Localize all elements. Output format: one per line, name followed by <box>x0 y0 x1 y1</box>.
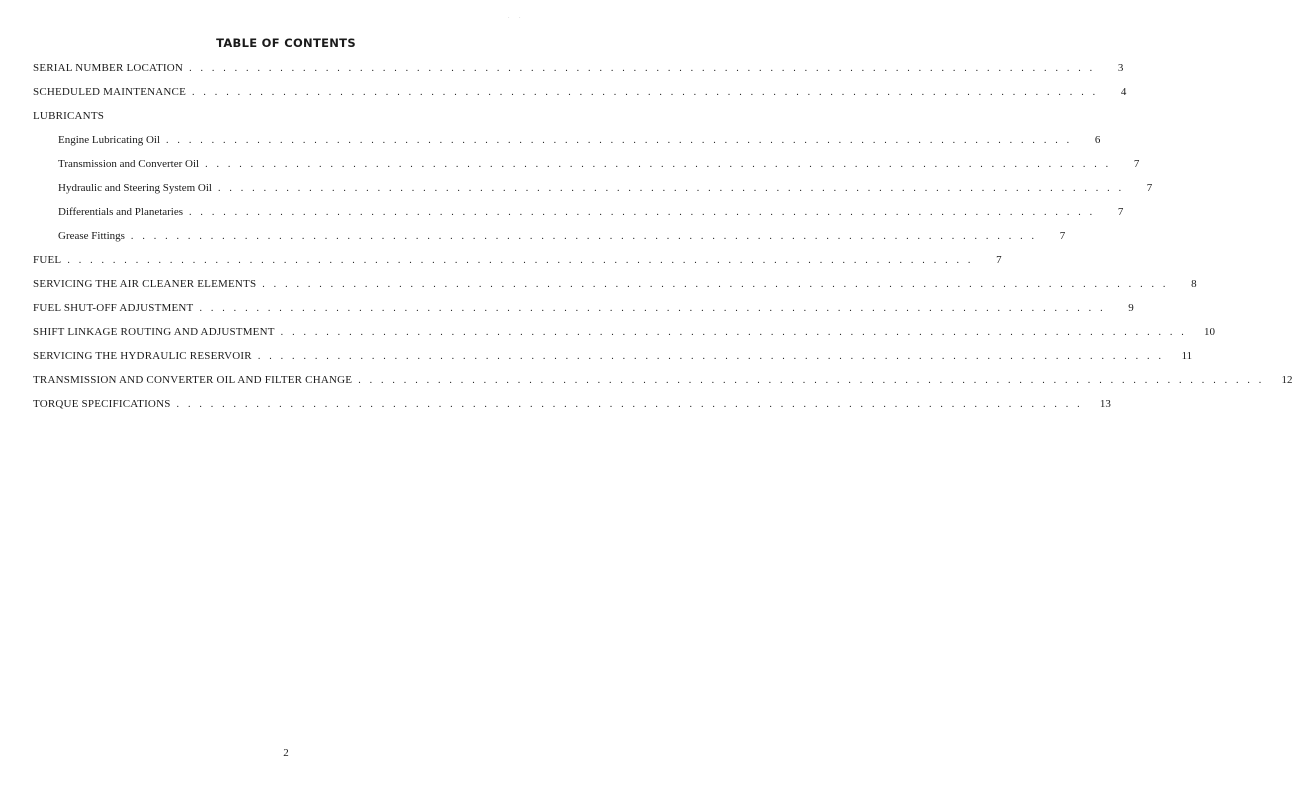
toc-dot-leader: . . . . . . . . . . . . . . . . . . . . . . . . . . . . . . . . . . . . . . . . . . . . . . . . . . . . . . . . . . . . . . . . . . . . . . . . . . . . . . . . <box>189 207 1096 218</box>
toc-entry-label: SCHEDULED MAINTENANCE <box>33 86 186 98</box>
scan-artifact: . . <box>508 14 525 20</box>
toc-page-number: 8 <box>1191 278 1197 290</box>
toc-page-number: 9 <box>1128 302 1134 314</box>
toc-dot-leader: . . . . . . . . . . . . . . . . . . . . . . . . . . . . . . . . . . . . . . . . . . . . . . . . . . . . . . . . . . . . . . . . . . . . . . . . . . . . . . . . <box>189 63 1096 74</box>
toc-subentry[interactable] <box>33 128 1101 152</box>
page-title: TABLE OF CONTENTS <box>216 36 356 50</box>
toc-page-number: 7 <box>1117 206 1124 218</box>
toc-dot-leader: . . . . . . . . . . . . . . . . . . . . . . . . . . . . . . . . . . . . . . . . . . . . . . . . . . . . . . . . . . . . . . . . . . . . . . . . . . . . . . . . <box>358 375 1265 386</box>
toc-entry-label: SHIFT LINKAGE ROUTING AND ADJUSTMENT <box>33 326 275 338</box>
toc-page-number: 10 <box>1203 326 1215 338</box>
toc-entry[interactable] <box>33 392 1111 416</box>
toc-entry-label: Transmission and Converter Oil <box>58 158 200 170</box>
toc-entry-label: LUBRICANTS <box>33 110 105 122</box>
toc-entry-label: FUEL <box>33 254 62 266</box>
toc-dot-leader: . . . . . . . . . . . . . . . . . . . . . . . . . . . . . . . . . . . . . . . . . . . . . . . . . . . . . . . . . . . . . . . . . . . . . . . . . . . . . . . . <box>217 183 1125 194</box>
toc-entry-label: Hydraulic and Steering System Oil <box>58 182 212 194</box>
toc-entry[interactable] <box>33 56 1124 80</box>
toc-entry[interactable] <box>33 104 537 128</box>
toc-page-number: 7 <box>996 254 1002 266</box>
toc-page-number: 12 <box>1281 374 1293 386</box>
toc-dot-leader: . . . . . . . . . . . . . . . . . . . . . . . . . . . . . . . . . . . . . . . . . . . . . . . . . . . . . . . . . . . . . . . . . . . . . . . . . . . . . . . . <box>192 87 1099 98</box>
toc-dot-leader: . . . . . . . . . . . . . . . . . . . . . . . . . . . . . . . . . . . . . . . . . . . . . . . . . . . . . . . . . . . . . . . . . . . . . . . . . . . . . . . . <box>67 255 974 266</box>
toc-dot-leader: . . . . . . . . . . . . . . . . . . . . . . . . . . . . . . . . . . . . . . . . . . . . . . . . . . . . . . . . . . . . . . . . . . . . . . . . . . . . . . . . <box>176 399 1083 410</box>
toc-dot-leader: . . . . . . . . . . . . . . . . . . . . . . . . . . . . . . . . . . . . . . . . . . . . . . . . . . . . . . . . . . . . . . . . . . . . . . . . . . . . . . . . <box>257 351 1165 362</box>
toc-dot-leader: . . . . . . . . . . . . . . . . . . . . . . . . . . . . . . . . . . . . . . . . . . . . . . . . . . . . . . . . . . . . . . . . . . . . . . . . . . . . . . . . <box>280 327 1187 338</box>
toc-entry-label: TORQUE SPECIFICATIONS <box>33 398 171 410</box>
toc-page-number: 7 <box>1146 182 1153 194</box>
toc-subentry[interactable] <box>33 152 1140 176</box>
page-number: 2 <box>283 747 289 759</box>
toc-entry[interactable] <box>33 344 1193 368</box>
toc-dot-leader: . . . . . . . . . . . . . . . . . . . . . . . . . . . . . . . . . . . . . . . . . . . . . . . . . . . . . . . . . . . . . . . . . . . . . . . . . . . . . . . . <box>199 303 1106 314</box>
toc-entry-label: FUEL SHUT-OFF ADJUSTMENT <box>33 302 194 314</box>
toc-entry-label: SERVICING THE HYDRAULIC RESERVOIR <box>33 350 252 362</box>
toc-page-number: 13 <box>1099 398 1111 410</box>
toc-dot-leader: . . . . . . . . . . . . . . . . . . . . . . . . . . . . . . . . . . . . . . . . . . . . . . . . . . . . . . . . . . . . . . . . . . . . . . . . . . . . . . . . <box>205 159 1112 170</box>
toc-page-number: 3 <box>1117 62 1124 74</box>
toc-page-number: 11 <box>1181 350 1193 362</box>
toc-dot-leader: . . . . . . . . . . . . . . . . . . . . . . . . . . . . . . . . . . . . . . . . . . . . . . . . . . . . . . . . . . . . . . . . . . . . . . . . . . . . . . . . <box>166 135 1073 146</box>
toc-subentry[interactable] <box>33 224 1066 248</box>
toc-entry-label: SERIAL NUMBER LOCATION <box>33 62 184 74</box>
toc-page-number: 7 <box>1133 158 1140 170</box>
toc-page-number: 6 <box>1094 134 1101 146</box>
toc-entry[interactable] <box>33 320 1215 344</box>
toc-entry-label: TRANSMISSION AND CONVERTER OIL AND FILTER CHANGE <box>33 374 353 386</box>
toc-entry-label: SERVICING THE AIR CLEANER ELEMENTS <box>33 278 257 290</box>
toc-entry-label: Engine Lubricating Oil <box>58 134 161 146</box>
table-of-contents <box>33 56 1293 416</box>
toc-dot-leader: . . . . . . . . . . . . . . . . . . . . . . . . . . . . . . . . . . . . . . . . . . . . . . . . . . . . . . . . . . . . . . . . . . . . . . . . . . . . . . . . <box>130 231 1038 242</box>
toc-entry[interactable] <box>33 248 1002 272</box>
toc-entry-label: Grease Fittings <box>58 230 125 242</box>
toc-entry[interactable] <box>33 368 1293 392</box>
toc-page-number: 7 <box>1059 230 1066 242</box>
toc-subentry[interactable] <box>33 176 1153 200</box>
toc-page-number: 4 <box>1120 86 1127 98</box>
toc-entry[interactable] <box>33 80 1127 104</box>
toc-entry[interactable] <box>33 296 1134 320</box>
toc-dot-leader: . . . . . . . . . . . . . . . . . . . . . . . . . . . . . . . . . . . . . . . . . . . . . . . . . . . . . . . . . . . . . . . . . . . . . . . . . . . . . . . . <box>262 279 1169 290</box>
toc-entry[interactable] <box>33 272 1197 296</box>
toc-entry-label: Differentials and Planetaries <box>58 206 184 218</box>
toc-subentry[interactable] <box>33 200 1124 224</box>
